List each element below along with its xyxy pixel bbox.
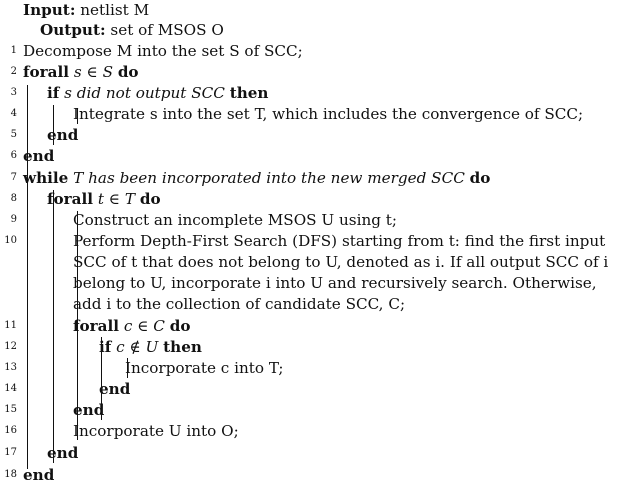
line-number: 15 xyxy=(4,404,17,415)
line-text xyxy=(73,210,397,231)
output-line xyxy=(40,20,224,41)
line-text xyxy=(99,379,130,400)
statement-text: Perform Depth-First Search (DFS) starting from t: find the first input SCC of t that does not belong to U, denoted as i. If all output SCC of i belong to U, incorporate i into U and recursively search. Otherwise, add i to the collection of candidate SCC, C; xyxy=(73,232,609,313)
keyword: then xyxy=(163,338,202,356)
keyword: while xyxy=(23,169,69,187)
keyword: end xyxy=(73,401,105,419)
block-bar xyxy=(53,105,54,145)
output-text: set of MSOS O xyxy=(110,21,224,39)
line-number: 7 xyxy=(10,172,17,183)
block-bar xyxy=(53,190,54,463)
keyword: do xyxy=(469,169,491,187)
block-bar xyxy=(127,360,128,376)
keyword: end xyxy=(23,147,55,165)
statement-text: Decompose M into the set S of SCC; xyxy=(23,42,303,60)
line-number: 9 xyxy=(10,214,17,225)
line-text xyxy=(73,316,190,337)
line-number: 8 xyxy=(10,193,17,204)
line-text xyxy=(73,231,610,315)
line-number: 12 xyxy=(4,341,17,352)
line-number: 1 xyxy=(10,45,17,56)
statement-text: Incorporate U into O; xyxy=(73,422,239,440)
block-bar xyxy=(101,337,102,420)
statement-text: t ∈ T xyxy=(93,190,140,208)
line-number: 17 xyxy=(4,447,17,458)
output-label: Output: xyxy=(40,21,106,39)
line-text xyxy=(99,337,202,358)
line-number: 11 xyxy=(4,320,17,331)
input-line xyxy=(23,0,149,21)
keyword: end xyxy=(47,126,79,144)
block-bar xyxy=(77,211,78,440)
keyword: do xyxy=(117,63,139,81)
line-text xyxy=(23,168,490,189)
keyword: end xyxy=(47,444,79,462)
keyword: end xyxy=(23,466,55,484)
line-number: 18 xyxy=(4,469,17,480)
line-number: 6 xyxy=(10,150,17,161)
input-text: netlist M xyxy=(80,1,150,19)
statement-text: Construct an incomplete MSOS U using t; xyxy=(73,211,398,229)
input-label: Input: xyxy=(23,1,76,19)
statement-text: Incorporate c into T; xyxy=(125,359,284,377)
keyword: end xyxy=(99,380,131,398)
line-text xyxy=(125,358,284,379)
keyword: forall xyxy=(47,190,94,208)
statement-text: c ∈ C xyxy=(119,317,170,335)
line-text xyxy=(47,443,78,464)
line-text xyxy=(47,125,78,146)
block-bar xyxy=(27,85,28,469)
line-text xyxy=(23,62,139,83)
keyword: if xyxy=(99,338,112,356)
line-text xyxy=(47,83,268,104)
statement-text: s did not output SCC xyxy=(59,84,230,102)
line-text xyxy=(47,189,161,210)
line-text xyxy=(73,104,583,125)
keyword: forall xyxy=(73,317,120,335)
keyword: then xyxy=(229,84,269,102)
line-number: 4 xyxy=(10,108,17,119)
statement-text: Integrate s into the set T, which includes the convergence of SCC; xyxy=(73,105,584,123)
statement-text: s ∈ S xyxy=(69,63,118,81)
line-number: 16 xyxy=(4,425,17,436)
statement-text: c ∉ U xyxy=(111,338,164,356)
line-text xyxy=(23,41,303,62)
keyword: forall xyxy=(23,63,70,81)
statement-text: T has been incorporated into the new merged SCC xyxy=(68,169,470,187)
line-number: 13 xyxy=(4,362,17,373)
line-number: 3 xyxy=(10,87,17,98)
line-number: 5 xyxy=(10,129,17,140)
line-number: 2 xyxy=(10,66,17,77)
keyword: if xyxy=(47,84,60,102)
line-text xyxy=(73,421,239,442)
keyword: do xyxy=(169,317,191,335)
keyword: do xyxy=(139,190,161,208)
line-number: 10 xyxy=(4,235,17,246)
block-bar xyxy=(77,108,78,124)
line-number: 14 xyxy=(4,383,17,394)
